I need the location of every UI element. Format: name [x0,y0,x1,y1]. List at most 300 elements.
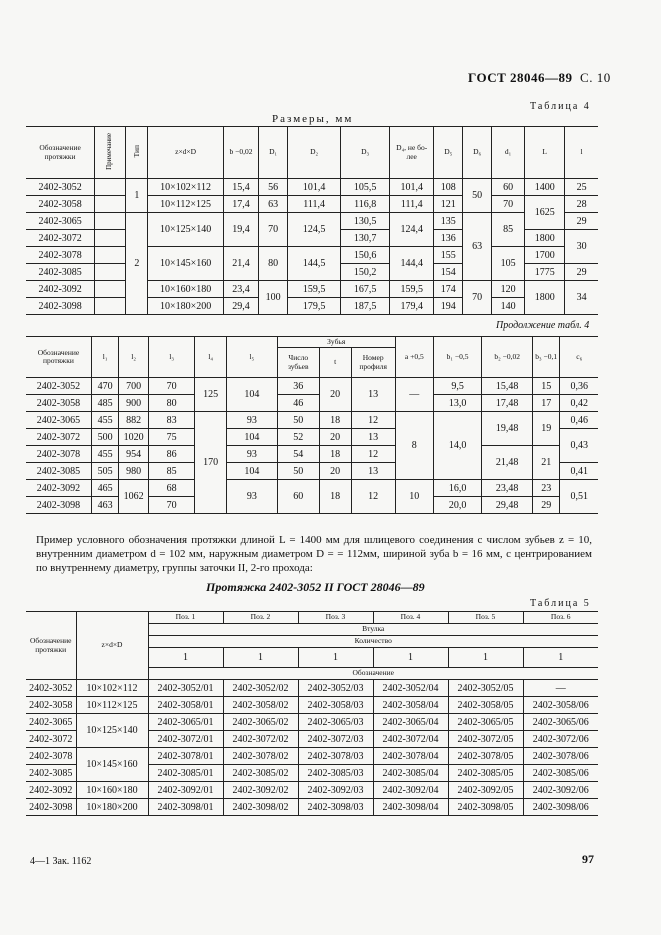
table4-title: Размеры, мм [272,113,354,125]
table-row [26,680,598,697]
table-row [26,378,598,395]
table-cell: 34 [565,281,598,315]
table-header [26,337,598,348]
table-cell: 2402-3092/03 [298,782,373,799]
table-cell: 2402-3058/01 [148,697,223,714]
table-cell: 130,5 [341,213,390,230]
table-row [26,196,598,213]
table-row [26,213,598,230]
table-header-cell: Поз. 3 [298,612,373,624]
table-cell: 120 [491,281,524,298]
table-cell: 1 [448,648,523,668]
table-cell: 23,4 [223,281,258,298]
table-cell: 455 [91,412,118,429]
table-cell: 2402-3085/06 [523,765,598,782]
table-cell: 124,4 [390,213,434,247]
table-cell: 8 [395,412,433,480]
table-cell: 105 [491,247,524,281]
standard-header [468,70,611,86]
table-cell: 159,5 [288,281,341,298]
table-cell: 93 [226,480,277,514]
table-cell: 2402-3052 [26,179,95,196]
table-cell: 29 [565,213,598,230]
table-cell: 101,4 [390,179,434,196]
table-cell: 10×160×180 [148,281,223,298]
table-cell [95,213,126,230]
table-cell: 144,4 [390,247,434,281]
table-cell: 2402-3072/02 [223,731,298,748]
table-cell: 174 [434,281,463,298]
example-paragraph: Пример условного обозначения протяжки длиной L = 1400 мм для шлицевого соединения с числом зубьев z = 10, внутренним диаметром d = 102 мм, наружным диаметром D = = 112мм, шириной зуба b = 16 мм, с центрированием по внутреннему диаметру, группы заточки II, 2-го прохода: [36,534,592,574]
table-cell: 1400 [525,179,565,196]
table-cell: 1625 [525,196,565,230]
table-cell: 18 [319,412,351,429]
table-cell: 19,4 [223,213,258,247]
table-cell: 2402-3092/01 [148,782,223,799]
table-cell: — [523,680,598,697]
table-cell: 2402-3098/04 [373,799,448,816]
table-cell: 83 [148,412,194,429]
table-cell: 700 [119,378,149,395]
table-cell: 2402-3085/01 [148,765,223,782]
table-cell: 21,4 [223,247,258,281]
table-header-cell: D₁ [259,127,288,179]
table-header-cell: z×d×D [76,612,148,680]
table-cell: 2402-3052 [26,378,91,395]
table-cell: 16,0 [433,480,482,497]
table-cell: 30 [565,230,598,264]
table-cell: 15,4 [223,179,258,196]
table-cell: 28 [565,196,598,213]
table-header-cell: l₂ [119,337,149,378]
table-header-cell: Поз. 4 [373,612,448,624]
table5-pos-row [26,612,598,624]
table-cell: 2402-3058 [26,196,95,213]
table-cell: 0,46 [560,412,598,429]
table-cell: 10×145×160 [76,748,148,782]
table-cell: 9,5 [433,378,482,395]
table-row [26,480,598,497]
table-cell: 2402-3078/04 [373,748,448,765]
table-cell: 150,2 [341,264,390,281]
table-cell: 111,4 [288,196,341,213]
table-cell: 10×102×112 [76,680,148,697]
table-cell: 2402-3072 [26,429,91,446]
table-cell: 13,0 [433,395,482,412]
table-cell: 2402-3098/02 [223,799,298,816]
table-cell: 10×180×200 [76,799,148,816]
table-cell: 170 [195,412,227,514]
table-cell: 2402-3065/04 [373,714,448,731]
table-cell: 2402-3065/05 [448,714,523,731]
table-cell: 2402-3065 [26,213,95,230]
table-header-cell: D₂ [288,127,341,179]
table-cell: 2402-3052 [26,680,76,697]
table-cell: 12 [351,412,395,429]
table-cell: 1800 [525,281,565,315]
table-cell: 2402-3072/04 [373,731,448,748]
table-cell [95,298,126,315]
standard-code: ГОСТ 28046—89 [468,70,573,85]
table-header-cell: D₅ [434,127,463,179]
table-cell: 108 [434,179,463,196]
table-cell: 505 [91,463,118,480]
table-header-cell: l₁ [91,337,118,378]
table-cell: 29 [565,264,598,281]
table-cell: 2402-3065/02 [223,714,298,731]
table-cell: 111,4 [390,196,434,213]
table-cell: 2402-3065 [26,412,91,429]
table-cell: 2402-3085/04 [373,765,448,782]
table-cell: 2402-3078/05 [448,748,523,765]
table-cell: 2402-3072/05 [448,731,523,748]
table-header-cell: Обозначение [148,668,598,680]
table-cell: 2402-3085 [26,264,95,281]
table-cell: 29 [532,497,559,514]
table-cell: 1 [373,648,448,668]
table-cell: 50 [277,412,319,429]
table-cell: 13 [351,378,395,412]
table-cell: 2402-3058 [26,395,91,412]
table-cell: 2402-3092/02 [223,782,298,799]
table-cell: 2402-3058 [26,697,76,714]
table-header-cell: Количество [148,636,598,648]
table-cell: 2402-3098/01 [148,799,223,816]
table-cell: 0,42 [560,395,598,412]
table-cell: 2402-3092/06 [523,782,598,799]
table-cell [95,281,126,298]
table-cell: 882 [119,412,149,429]
table-header-cell: l [565,127,598,179]
table-cell: 0,36 [560,378,598,395]
table-cell: 105,5 [341,179,390,196]
table-row [26,714,598,731]
table-cell: 1 [148,648,223,668]
table-cell: 2402-3078/01 [148,748,223,765]
table-header-cell: D₃ [341,127,390,179]
table-cell: 2402-3085/05 [448,765,523,782]
table-cell: 10×112×125 [76,697,148,714]
table-cell: 125 [195,378,227,412]
table-header-cell: d₁ [491,127,524,179]
table-cell: 2402-3065/03 [298,714,373,731]
table-cell: 60 [491,179,524,196]
table-cell: 56 [259,179,288,196]
table-cell: 2402-3092/04 [373,782,448,799]
table-cell [95,179,126,196]
table-header-cell: b −0,02 [223,127,258,179]
table-cell [95,264,126,281]
table-cell: 1800 [525,230,565,247]
table-cell: 2402-3098/05 [448,799,523,816]
table4-cont-label: Продолжение табл. 4 [496,320,590,331]
table-cell: 179,5 [288,298,341,315]
table-cell: 2402-3098 [26,799,76,816]
table-cell: 2402-3078/02 [223,748,298,765]
table-cell: 70 [148,378,194,395]
table-cell: 93 [226,412,277,429]
table-cell: 1020 [119,429,149,446]
table-cell: 150,6 [341,247,390,264]
table-cell: 86 [148,446,194,463]
table-cell: 20,0 [433,497,482,514]
table-header-cell: Обозначение протяжки [26,127,95,179]
table-cell: 1 [126,179,148,213]
table-cell: 1775 [525,264,565,281]
table-cell: 93 [226,446,277,463]
table-header-cell: b₃ −0,1 [532,337,559,378]
table-cell [95,247,126,264]
table-cell: 900 [119,395,149,412]
table-header-cell: Обозначение протяжки [26,337,91,378]
table-header-cell: D₄, не бо-лее [390,127,434,179]
table-cell: 980 [119,463,149,480]
table-cell: 10×112×125 [148,196,223,213]
table-cell: 10×145×160 [148,247,223,281]
table-cell: 50 [463,179,492,213]
table-cell: 2402-3072 [26,230,95,247]
table-cell: 2402-3072/06 [523,731,598,748]
table-cell: 2402-3072 [26,731,76,748]
table-header-cell: D₆ [463,127,492,179]
page-number: 97 [582,852,594,866]
table-cell: 29,4 [223,298,258,315]
table-cell: 104 [226,463,277,480]
table-cell: 80 [148,395,194,412]
table-cell: 21 [532,446,559,480]
table-cell: 2402-3092 [26,281,95,298]
table-cell: 2402-3065/01 [148,714,223,731]
table-header-cell: l₃ [148,337,194,378]
table-cell: — [395,378,433,412]
table-cell [95,230,126,247]
table4-header [26,127,598,179]
table-cell: 14,0 [433,412,482,480]
table-cell: 17,4 [223,196,258,213]
table-row [26,782,598,799]
table-cell: 2402-3072/01 [148,731,223,748]
table-cell: 2402-3052/02 [223,680,298,697]
table-cell: 485 [91,395,118,412]
table-cell: 2402-3065 [26,714,76,731]
table-cell: 20 [319,463,351,480]
table-cell: 19,48 [482,412,533,446]
table-header-cell: Зубья [277,337,395,348]
table-cell: 159,5 [390,281,434,298]
footer-order: 4—1 Зак. 1162 [30,856,92,867]
table-cell: 2402-3058/06 [523,697,598,714]
table-cell: 25 [565,179,598,196]
table-cell: 10×160×180 [76,782,148,799]
table-header-cell: Поз. 6 [523,612,598,624]
table-cell: 2402-3052/01 [148,680,223,697]
table-header-cell: Номер профиля [351,348,395,378]
example-designation: Протяжка 2402-3052 II ГОСТ 28046—89 [206,580,425,594]
table4 [26,126,598,315]
table-cell: 10×125×140 [148,213,223,247]
table-cell: 2402-3092/05 [448,782,523,799]
table-cell: 136 [434,230,463,247]
table-cell: 104 [226,378,277,412]
table-cell: 2402-3078 [26,446,91,463]
table-cell: 18 [319,446,351,463]
table-cell: 18 [319,480,351,514]
table-cell: 2402-3098/06 [523,799,598,816]
table-cell: 465 [91,480,118,497]
table-cell: 10×102×112 [148,179,223,196]
table-row [26,748,598,765]
table-cell: 116,8 [341,196,390,213]
table-cell: 29,48 [482,497,533,514]
table-header-cell: Обозначение протяжки [26,612,76,680]
table-cell: 15 [532,378,559,395]
table-cell: 13 [351,463,395,480]
table5 [26,611,598,816]
table-row [26,697,598,714]
table-cell: 2402-3052/03 [298,680,373,697]
table5-label: Таблица 5 [530,598,591,609]
table-cell: 10×180×200 [148,298,223,315]
table-header-cell: t [319,348,351,378]
table-cell: 104 [226,429,277,446]
table-cell: 187,5 [341,298,390,315]
table-cell: 0,51 [560,480,598,514]
table-cell: 2402-3058/04 [373,697,448,714]
table-cell: 75 [148,429,194,446]
table-cell: 2402-3098 [26,497,91,514]
table-cell: 85 [148,463,194,480]
table-cell: 0,41 [560,463,598,480]
table-cell: 1700 [525,247,565,264]
table-cell: 2402-3078/06 [523,748,598,765]
table-cell: 19 [532,412,559,446]
table-header-cell: Поз. 5 [448,612,523,624]
table-header-cell: Число зубьев [277,348,319,378]
table-header-cell: l₅ [226,337,277,378]
table-header-cell: b₂ −0,02 [482,337,533,378]
table-cell: 70 [148,497,194,514]
table-row [26,799,598,816]
table-cell: 101,4 [288,179,341,196]
table-cell: 500 [91,429,118,446]
table-header-cell: Тип [126,127,148,179]
table-cell: 954 [119,446,149,463]
table-cell: 2402-3078/03 [298,748,373,765]
table4-continuation [26,336,598,514]
table-cell: 2402-3052/05 [448,680,523,697]
table-cell: 23 [532,480,559,497]
table-cell: 13 [351,429,395,446]
table-cell: 1 [523,648,598,668]
table-cell: 23,48 [482,480,533,497]
table-row [26,247,598,264]
table-cell: 80 [259,247,288,281]
table-cell: 463 [91,497,118,514]
table-cell: 70 [491,196,524,213]
table-row [26,298,598,315]
table-cell: 124,5 [288,213,341,247]
table-cell: 100 [259,281,288,315]
table-header-cell: Примечание [95,127,126,179]
table-cell: 179,4 [390,298,434,315]
table-cell: 54 [277,446,319,463]
table-cell: 17 [532,395,559,412]
table-cell: 167,5 [341,281,390,298]
table-cell: 20 [319,378,351,412]
table-cell: 144,5 [288,247,341,281]
table-cell [95,196,126,213]
table-cell: 2402-3065/06 [523,714,598,731]
table-cell: 36 [277,378,319,395]
table-row [26,446,598,463]
table-cell: 455 [91,446,118,463]
table-cell: 10 [395,480,433,514]
table-cell: 63 [259,196,288,213]
table-cell: 63 [463,213,492,281]
table-header-cell: L [525,127,565,179]
table-cell: 155 [434,247,463,264]
table-cell: 470 [91,378,118,395]
table-cell: 20 [319,429,351,446]
table-cell: 2402-3052/04 [373,680,448,697]
table-header-cell: Втулка [148,624,598,636]
table-cell: 130,7 [341,230,390,247]
table-cell: 10×125×140 [76,714,148,748]
table-cell: 0,43 [560,429,598,463]
table-cell: 135 [434,213,463,230]
table-row [26,281,598,298]
table-cell: 2402-3058/03 [298,697,373,714]
table-cell: 1 [298,648,373,668]
table-cell: 1062 [119,480,149,514]
table-cell: 50 [277,463,319,480]
page-ref: С. 10 [580,70,611,85]
table-cell: 85 [491,213,524,247]
table-cell: 2402-3085/03 [298,765,373,782]
table-cell: 2402-3072/03 [298,731,373,748]
table-cell: 2402-3098/03 [298,799,373,816]
table-cell: 70 [463,281,492,315]
table-cell: 60 [277,480,319,514]
table-cell: 140 [491,298,524,315]
table-cell: 2402-3078 [26,748,76,765]
table-cell: 2402-3078 [26,247,95,264]
table-cell: 21,48 [482,446,533,480]
table-cell: 12 [351,480,395,514]
table-header-cell: b₁ −0,5 [433,337,482,378]
table-cell: 17,48 [482,395,533,412]
table-header-cell: l₄ [195,337,227,378]
table-cell: 154 [434,264,463,281]
table-header-cell: a +0,5 [395,337,433,378]
table-cell: 52 [277,429,319,446]
table-header-cell: z×d×D [148,127,223,179]
table-cell: 46 [277,395,319,412]
table-cell: 12 [351,446,395,463]
table-header-cell: Поз. 2 [223,612,298,624]
table-row [26,395,598,412]
table-cell: 121 [434,196,463,213]
table-cell: 2402-3085/02 [223,765,298,782]
table4-label: Таблица 4 [530,101,591,112]
table-cell: 194 [434,298,463,315]
table-cell: 2 [126,213,148,315]
table-row [26,179,598,196]
table-cell: 2402-3058/02 [223,697,298,714]
table-cell: 2402-3092 [26,480,91,497]
table-cell: 68 [148,480,194,497]
table-cell: 70 [259,213,288,247]
